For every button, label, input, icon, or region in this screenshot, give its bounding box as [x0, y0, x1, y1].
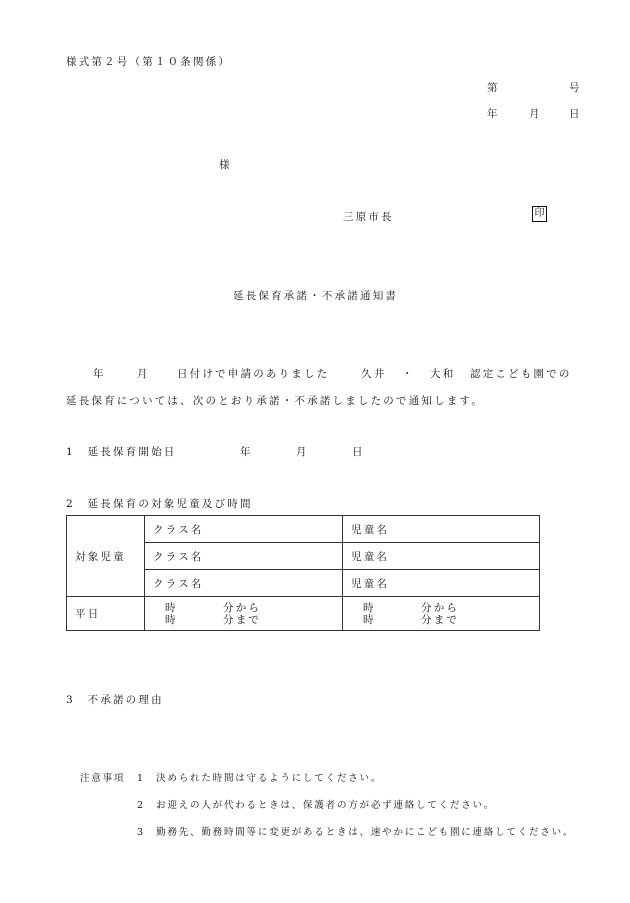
time-from-line [363, 602, 539, 614]
body-school-1: 久井 [361, 368, 387, 380]
recipient-suffix: 様 [219, 159, 232, 171]
notes-heading: 注意事項 [80, 773, 126, 784]
date-day: 日 [569, 108, 582, 120]
hour-label: 時 [165, 601, 178, 614]
child-name-cell: 児童名 [343, 570, 540, 597]
child-name-cell: 児童名 [343, 543, 540, 570]
document-title: 延長保育承諾・不承諾通知書 [233, 290, 399, 302]
table-row [67, 516, 540, 543]
weekday-time-cell-right [343, 597, 540, 631]
issuer-name: 三原市長 [343, 211, 394, 223]
time-from-line [165, 602, 342, 614]
date-month: 月 [529, 108, 542, 120]
minute-until-label: 分まで [223, 613, 262, 626]
hour-label: 時 [363, 601, 376, 614]
minute-from-label: 分から [421, 601, 460, 614]
section2-label: 2 延長保育の対象児童及び時間 [66, 498, 253, 510]
section1-label: 1 延長保育開始日 [66, 446, 177, 458]
form-number: 様式第２号（第１０条関係） [66, 56, 232, 68]
body-year: 年 [93, 368, 106, 380]
body-text-2: 延長保育については、次のとおり承諾・不承諾しましたので通知します。 [66, 395, 485, 407]
target-children-label: 対象児童 [67, 516, 145, 597]
body-dot: ・ [402, 368, 415, 380]
class-name-cell: クラス名 [145, 543, 343, 570]
body-school-2: 大和 [430, 368, 456, 380]
doc-number-suffix: 号 [569, 82, 582, 94]
target-children-table [66, 515, 540, 631]
minute-from-label: 分から [223, 601, 262, 614]
doc-number-prefix: 第 [487, 82, 500, 94]
class-name-cell: クラス名 [145, 570, 343, 597]
section1-year: 年 [240, 446, 253, 458]
hour-label: 時 [165, 613, 178, 626]
minute-until-label: 分まで [421, 613, 460, 626]
seal-mark: 印 [532, 206, 547, 222]
child-name-cell: 児童名 [343, 516, 540, 543]
hour-label: 時 [363, 613, 376, 626]
class-name-cell: クラス名 [145, 516, 343, 543]
body-text-1b: 認定こども園での [470, 368, 572, 380]
section1-month: 月 [296, 446, 309, 458]
body-month: 月 [137, 368, 150, 380]
table-row [67, 597, 540, 631]
note-item-1: 1 決められた時間は守るようにしてください。 [137, 773, 383, 784]
time-until-line [165, 614, 342, 626]
note-item-2: 2 お迎えの人が代わるときは、保護者の方が必ず連絡してください。 [137, 800, 496, 811]
section1-day: 日 [352, 446, 365, 458]
section3-label: 3 不承諾の理由 [66, 694, 164, 706]
note-item-3: 3 勤務先、勤務時間等に変更があるときは、速やかにこども園に連絡してください。 [137, 827, 575, 838]
body-text-1a: 日付けで申請のありました [177, 368, 330, 380]
date-year: 年 [487, 108, 500, 120]
weekday-time-cell-left [145, 597, 343, 631]
weekday-label: 平日 [67, 597, 145, 631]
time-until-line [363, 614, 539, 626]
